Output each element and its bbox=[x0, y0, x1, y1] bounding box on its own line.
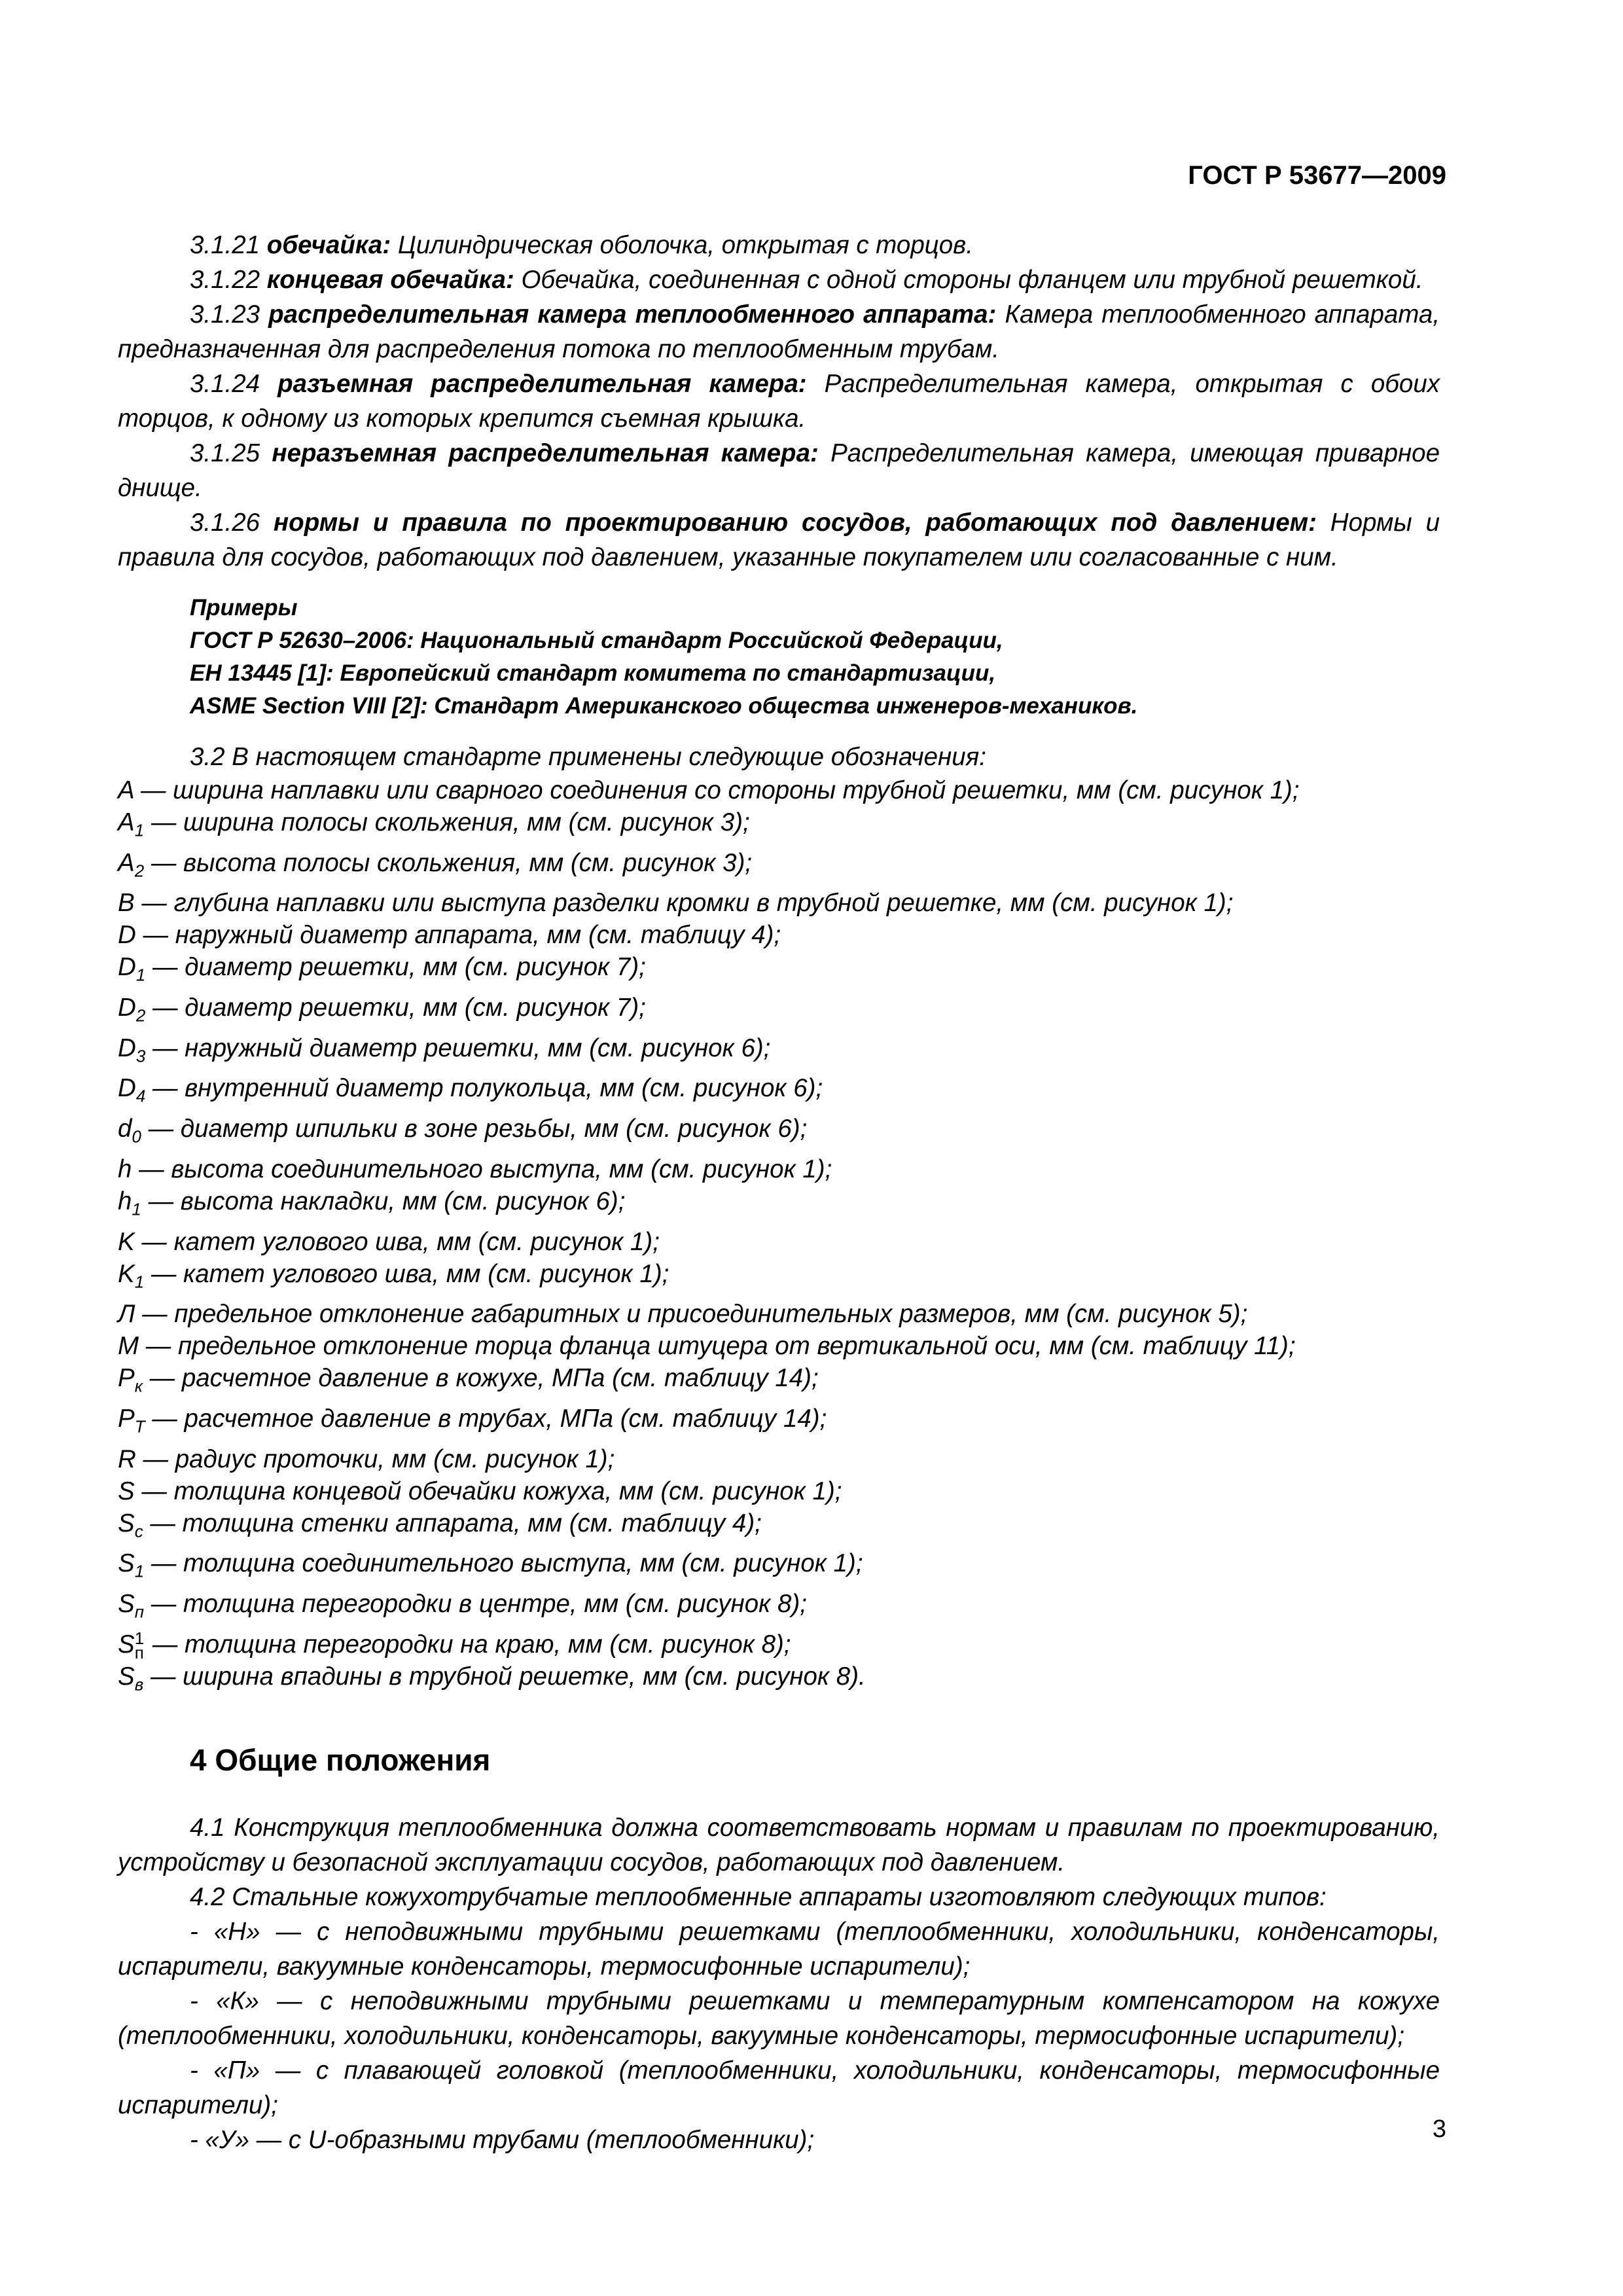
symbol-subscript: п bbox=[134, 1602, 144, 1622]
symbol-item bbox=[118, 1660, 1440, 1701]
definition-text: Обечайка, соединенная с одной стороны фланцем или трубной решеткой. bbox=[521, 266, 1423, 294]
definition-item bbox=[118, 367, 1440, 436]
symbol-item bbox=[118, 1226, 1440, 1258]
symbol-description: — высота соединительного выступа, мм (см. рисунок 1); bbox=[132, 1155, 832, 1183]
symbol-subscript: в bbox=[134, 1674, 144, 1695]
symbol-letter: A bbox=[118, 776, 134, 804]
symbol-letter: Л bbox=[118, 1300, 135, 1329]
symbol-letter: S bbox=[118, 1477, 135, 1505]
definition-term: концевая обечайка: bbox=[266, 266, 514, 294]
type-item: - «У» — с U-образными трубами (теплообменники); bbox=[190, 2126, 815, 2155]
symbol-letter: h bbox=[118, 1155, 132, 1183]
definition-term: обечайка: bbox=[266, 231, 391, 259]
definition-number: 3.1.23 bbox=[190, 300, 260, 329]
symbol-subscript: к bbox=[134, 1376, 143, 1396]
symbol-letter: D bbox=[118, 921, 136, 950]
symbol-subscript: 1 bbox=[132, 1199, 141, 1219]
symbol-letter: S bbox=[118, 1549, 135, 1578]
symbol-description: — ширина наплавки или сварного соединения со стороны трубной решетки, мм (см. рисунок 1); bbox=[134, 776, 1300, 804]
symbol-letter: R bbox=[118, 1444, 136, 1473]
type-item: - «К» — с неподвижными трубными решетками и температурным компенсатором на кожухе (теплообменники, холодильники, конденсаторы, вакуумные конденсаторы, термосифонные испарители); bbox=[118, 1987, 1440, 2051]
page-content bbox=[118, 228, 1440, 2157]
symbol-letter: M bbox=[118, 1332, 139, 1361]
symbol-letter: D bbox=[118, 994, 136, 1022]
symbol-description: — толщина стенки аппарата, мм (см. таблицу 4); bbox=[143, 1509, 762, 1537]
symbol-letter: P bbox=[118, 1404, 135, 1433]
symbol-item bbox=[118, 887, 1440, 919]
symbol-subscript: 1 bbox=[134, 1272, 145, 1292]
symbol-subscript: 1 bbox=[134, 820, 145, 840]
symbol-item bbox=[118, 1032, 1440, 1073]
symbol-letter: d bbox=[118, 1115, 132, 1143]
symbol-letter: h bbox=[118, 1187, 132, 1215]
definition-number: 3.1.25 bbox=[190, 439, 260, 467]
symbol-item bbox=[118, 1113, 1440, 1153]
symbol-description: — высота полосы скольжения, мм (см. рисунок 3); bbox=[144, 848, 753, 877]
symbol-description: — катет углового шва, мм (см. рисунок 1); bbox=[144, 1259, 669, 1288]
definition-item bbox=[118, 262, 1440, 297]
definition-item bbox=[118, 436, 1440, 505]
definition-term: разъемная распределительная камера: bbox=[277, 370, 807, 398]
definition-text: Распределительная камера, имеющая приварное днище. bbox=[118, 439, 1440, 502]
definition-number: 3.1.24 bbox=[190, 370, 260, 398]
symbol-description: — внутренний диаметр полукольца, мм (см. рисунок 6); bbox=[145, 1074, 823, 1103]
type-item: - «Н» — с неподвижными трубными решетками (теплообменники, холодильники, конденсаторы, испарители, вакуумные конденсаторы, термосифонные испарители); bbox=[118, 1918, 1440, 1981]
symbol-description: — катет углового шва, мм (см. рисунок 1); bbox=[134, 1227, 660, 1256]
definition-text: Цилиндрическая оболочка, открытая с торцов. bbox=[397, 231, 973, 259]
symbol-item bbox=[118, 919, 1440, 951]
example-item: ASME Section VIII [2]: Стандарт Американского общества инженеров-механиков. bbox=[190, 693, 1138, 719]
symbol-description: — наружный диаметр решетки, мм (см. рисунок 6); bbox=[145, 1033, 771, 1062]
symbol-item bbox=[118, 1403, 1440, 1443]
symbol-description: — толщина перегородки в центре, мм (см. рисунок 8); bbox=[144, 1589, 807, 1618]
symbol-subscript: 1 bbox=[135, 965, 146, 986]
symbol-subscript: с bbox=[134, 1521, 143, 1541]
symbol-description: — толщина концевой обечайки кожуха, мм (см. рисунок 1); bbox=[134, 1477, 842, 1505]
symbol-subscript: 4 bbox=[135, 1086, 146, 1107]
symbol-description: — диаметр решетки, мм (см. рисунок 7); bbox=[145, 994, 646, 1022]
symbol-letter: S bbox=[118, 1589, 135, 1618]
definitions-list bbox=[118, 228, 1440, 575]
section-title: 4 Общие положения bbox=[190, 1743, 491, 1778]
symbol-description: — предельное отклонение габаритных и присоединительных размеров, мм (см. рисунок 5); bbox=[135, 1300, 1248, 1329]
symbol-letter: A bbox=[118, 848, 135, 877]
symbol-subscript: 0 bbox=[132, 1126, 141, 1147]
definition-number: 3.1.21 bbox=[190, 231, 260, 259]
type-item: - «П» — с плавающей головкой (теплообменники, холодильники, конденсаторы, термосифонные испарители); bbox=[118, 2056, 1440, 2120]
paragraph-4-2: 4.2 Стальные кожухотрубчатые теплообменные аппараты изготовляют следующих типов: bbox=[190, 1883, 1327, 1912]
symbol-description: — толщина перегородки на краю, мм (см. рисунок 8); bbox=[145, 1630, 791, 1659]
definition-term: неразъемная распределительная камера: bbox=[272, 439, 819, 467]
symbol-superscript: 1 bbox=[134, 1628, 145, 1649]
example-item: ЕН 13445 [1]: Европейский стандарт комитета по стандартизации, bbox=[190, 660, 996, 686]
symbol-letter: B bbox=[118, 889, 135, 918]
symbol-letter: D bbox=[118, 953, 136, 982]
symbol-item bbox=[118, 1330, 1440, 1362]
symbols-list bbox=[118, 774, 1440, 1700]
example-item: ГОСТ Р 52630–2006: Национальный стандарт Российской Федерации, bbox=[190, 628, 1003, 653]
symbol-index-stack bbox=[134, 1628, 145, 1663]
definition-text: Камера теплообменного аппарата, предназначенная для распределения потока по теплообменным трубам. bbox=[118, 300, 1440, 363]
symbol-description: — расчетное давление в кожухе, МПа (см. таблицу 14); bbox=[142, 1364, 819, 1393]
symbol-description: — предельное отклонение торца фланца штуцера от вертикальной оси, мм (см. таблицу 11); bbox=[139, 1332, 1296, 1361]
symbol-letter: K bbox=[118, 1227, 135, 1256]
symbol-letter: D bbox=[118, 1074, 136, 1103]
symbol-description: — ширина впадины в трубной решетке, мм (см. рисунок 8). bbox=[143, 1662, 866, 1691]
document-id-header: ГОСТ Р 53677—2009 bbox=[1188, 161, 1446, 190]
symbol-item bbox=[118, 1475, 1440, 1507]
symbol-subscript: Т bbox=[134, 1416, 145, 1437]
symbol-letter: S bbox=[118, 1662, 135, 1691]
symbol-item bbox=[118, 992, 1440, 1032]
symbol-item bbox=[118, 1185, 1440, 1226]
symbol-item bbox=[118, 1547, 1440, 1588]
symbol-letter: S bbox=[118, 1509, 135, 1537]
symbol-item bbox=[118, 847, 1440, 888]
symbol-description: — глубина наплавки или выступа разделки кромки в трубной решетке, мм (см. рисунок 1); bbox=[134, 889, 1234, 918]
definition-term: нормы и правила по проектированию сосудов, работающих под давлением: bbox=[273, 509, 1317, 537]
definition-text: Нормы и правила для сосудов, работающих под давлением, указанные покупателем или согласованные с ним. bbox=[118, 509, 1440, 571]
symbol-item bbox=[118, 1443, 1440, 1475]
symbols-intro: 3.2 В настоящем стандарте применены следующие обозначения: bbox=[190, 743, 986, 771]
paragraph-4-1: 4.1 Конструкция теплообменника должна соответствовать нормам и правилам по проектированию, устройству и безопасной эксплуатации сосудов, работающих под давлением. bbox=[118, 1814, 1440, 1877]
symbol-description: — радиус проточки, мм (см. рисунок 1); bbox=[135, 1444, 615, 1473]
examples-title: Примеры bbox=[190, 595, 298, 620]
symbol-item bbox=[118, 1507, 1440, 1548]
symbol-letter: S bbox=[118, 1630, 135, 1659]
symbol-description: — наружный диаметр аппарата, мм (см. таблицу 4); bbox=[135, 921, 781, 950]
symbol-description: — ширина полосы скольжения, мм (см. рисунок 3); bbox=[144, 808, 750, 836]
page-number: 3 bbox=[1432, 2115, 1446, 2143]
definition-item bbox=[118, 228, 1440, 262]
symbol-item bbox=[118, 951, 1440, 992]
symbol-item bbox=[118, 1258, 1440, 1299]
definition-item bbox=[118, 505, 1440, 575]
symbol-item bbox=[118, 806, 1440, 847]
symbol-description: — толщина соединительного выступа, мм (см. рисунок 1); bbox=[144, 1549, 863, 1578]
definition-number: 3.1.26 bbox=[190, 509, 260, 537]
symbol-item bbox=[118, 774, 1440, 806]
symbol-subscript: 1 bbox=[134, 1561, 145, 1581]
symbol-item bbox=[118, 1298, 1440, 1330]
symbol-description: — расчетное давление в трубах, МПа (см. таблицу 14); bbox=[145, 1404, 827, 1433]
examples-block bbox=[190, 592, 1440, 723]
definition-text: Распределительная камера, открытая с обоих торцов, к одному из которых крепится съемная крышка. bbox=[118, 370, 1440, 433]
symbol-letter: D bbox=[118, 1033, 136, 1062]
symbol-item bbox=[118, 1153, 1440, 1185]
symbol-letter: A bbox=[118, 808, 135, 836]
symbol-subscript: п bbox=[134, 1643, 144, 1663]
definition-number: 3.1.22 bbox=[190, 266, 260, 294]
symbol-subscript: 2 bbox=[134, 861, 145, 881]
symbol-item bbox=[118, 1588, 1440, 1628]
symbol-subscript: 3 bbox=[135, 1046, 146, 1066]
definition-item bbox=[118, 297, 1440, 367]
symbol-letter: P bbox=[118, 1364, 135, 1393]
symbol-description: — высота накладки, мм (см. рисунок 6); bbox=[141, 1187, 626, 1215]
symbol-item bbox=[118, 1362, 1440, 1403]
symbol-description: — диаметр решетки, мм (см. рисунок 7); bbox=[145, 953, 646, 982]
symbol-item bbox=[118, 1628, 1440, 1663]
symbol-subscript: 2 bbox=[135, 1005, 146, 1026]
symbol-item bbox=[118, 1072, 1440, 1113]
symbol-description: — диаметр шпильки в зоне резьбы, мм (см. рисунок 6); bbox=[141, 1115, 808, 1143]
definition-term: распределительная камера теплообменного аппарата: bbox=[268, 300, 997, 329]
symbol-letter: K bbox=[118, 1259, 135, 1288]
